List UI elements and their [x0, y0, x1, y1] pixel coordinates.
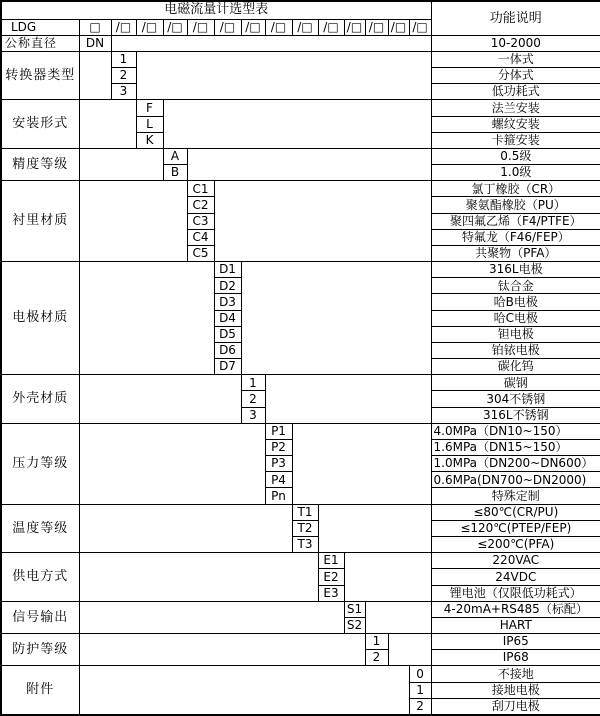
filler-cell	[292, 423, 431, 504]
code-cell: E3	[318, 585, 344, 601]
code-cell: C4	[187, 229, 214, 245]
function-cell: 316L不锈钢	[431, 407, 600, 423]
function-cell: 碳化钨	[431, 359, 600, 375]
function-cell: 共聚物（PFA）	[431, 245, 600, 261]
function-cell: 聚氨酯橡胶（PU）	[431, 197, 600, 213]
code-cell: C5	[187, 245, 214, 261]
function-cell: 锂电池（仅限低功耗式）	[431, 585, 600, 601]
model-slot: /□	[265, 19, 292, 35]
function-cell: 螺纹安装	[431, 116, 600, 132]
code-cell: P1	[265, 423, 292, 439]
function-cell: 不接地	[431, 666, 600, 682]
code-cell: D1	[214, 262, 241, 278]
code-cell: 1	[111, 51, 136, 67]
model-slot: /□	[111, 19, 136, 35]
code-cell: 2	[241, 391, 265, 407]
label-accessories: 附件	[1, 666, 79, 715]
function-cell: 卡箍安装	[431, 132, 600, 148]
code-cell: D4	[214, 310, 241, 326]
code-cell: T2	[292, 520, 318, 536]
function-cell: 特氟龙（F46/FEP）	[431, 229, 600, 245]
table-title: 电磁流量计选型表	[1, 1, 431, 19]
function-cell: IP68	[431, 650, 600, 666]
function-cell: 聚四氟乙烯（F4/PTFE）	[431, 213, 600, 229]
code-cell: 3	[111, 84, 136, 100]
filler-cell	[241, 262, 431, 375]
filler-cell	[163, 100, 431, 149]
label-housing-material: 外壳材质	[1, 375, 79, 424]
filler-cell	[79, 148, 163, 180]
code-cell: 1	[409, 682, 431, 698]
code-cell: B	[163, 165, 187, 181]
filler-cell	[365, 601, 431, 633]
function-cell: 钽电极	[431, 326, 600, 342]
function-cell: ≤120℃(PTEP/FEP)	[431, 520, 600, 536]
code-cell: 2	[111, 68, 136, 84]
function-cell: 24VDC	[431, 569, 600, 585]
code-cell: 1	[241, 375, 265, 391]
code-cell: P3	[265, 456, 292, 472]
label-temperature-rating: 温度等级	[1, 504, 79, 553]
code-cell: C1	[187, 181, 214, 197]
function-cell: 刮刀电极	[431, 698, 600, 715]
label-pressure-rating: 压力等级	[1, 423, 79, 504]
code-cell: D7	[214, 359, 241, 375]
function-cell: 一体式	[431, 51, 600, 67]
filler-cell	[265, 375, 431, 424]
code-cell: S1	[344, 601, 365, 617]
function-cell: ≤80℃(CR/PU)	[431, 504, 600, 520]
label-signal-output: 信号输出	[1, 601, 79, 633]
model-base-slot: □	[79, 19, 111, 35]
code-cell: 2	[365, 650, 388, 666]
code-cell: L	[136, 116, 163, 132]
model-slot: /□	[344, 19, 365, 35]
code-cell: P4	[265, 472, 292, 488]
filler-cell	[79, 601, 344, 633]
label-installation: 安装形式	[1, 100, 79, 149]
label-electrode-material: 电极材质	[1, 262, 79, 375]
model-slot: /□	[409, 19, 431, 35]
function-cell: 0.6MPa(DN700~DN2000)	[431, 472, 600, 488]
code-cell: D6	[214, 342, 241, 358]
filler-cell	[111, 35, 431, 51]
code-cell: C3	[187, 213, 214, 229]
function-cell: 分体式	[431, 68, 600, 84]
function-cell: 1.0级	[431, 165, 600, 181]
filler-cell	[79, 504, 292, 553]
function-cell: 哈B电极	[431, 294, 600, 310]
code-cell: T1	[292, 504, 318, 520]
function-cell: 钛合金	[431, 278, 600, 294]
model-prefix: LDG	[1, 19, 79, 35]
function-cell: IP65	[431, 634, 600, 650]
filler-cell	[79, 51, 111, 100]
code-cell: F	[136, 100, 163, 116]
code-cell: K	[136, 132, 163, 148]
code-cell: 1	[365, 634, 388, 650]
filler-cell	[318, 504, 431, 553]
function-cell: 哈C电极	[431, 310, 600, 326]
filler-cell	[79, 423, 265, 504]
code-cell: D3	[214, 294, 241, 310]
filler-cell	[79, 262, 214, 375]
code-cell: T3	[292, 537, 318, 553]
code-cell: Pn	[265, 488, 292, 504]
filler-cell	[136, 51, 431, 100]
function-cell: 1.0MPa（DN200~DN600）	[431, 456, 600, 472]
model-slot: /□	[318, 19, 344, 35]
label-lining-material: 衬里材质	[1, 181, 79, 262]
code-cell: 2	[409, 698, 431, 715]
function-cell: 4.0MPa（DN10~150）	[431, 423, 600, 439]
function-cell: 304不锈钢	[431, 391, 600, 407]
code-cell: A	[163, 148, 187, 164]
model-slot: /□	[365, 19, 388, 35]
filler-cell	[388, 634, 431, 666]
filler-cell	[79, 100, 136, 149]
function-cell: 低功耗式	[431, 84, 600, 100]
function-column-header: 功能说明	[431, 1, 600, 35]
label-diameter: 公称直径	[1, 35, 79, 51]
code-cell: P2	[265, 439, 292, 455]
code-cell: 3	[241, 407, 265, 423]
model-slot: /□	[388, 19, 409, 35]
filler-cell	[214, 181, 431, 262]
function-cell: 铂铱电极	[431, 342, 600, 358]
function-cell: 碳钢	[431, 375, 600, 391]
filler-cell	[79, 375, 241, 424]
code-cell: S2	[344, 617, 365, 633]
label-power-supply: 供电方式	[1, 553, 79, 602]
function-cell: 接地电极	[431, 682, 600, 698]
label-accuracy: 精度等级	[1, 148, 79, 180]
code-cell: D2	[214, 278, 241, 294]
filler-cell	[79, 634, 365, 666]
filler-cell	[344, 553, 431, 602]
function-cell: 0.5级	[431, 148, 600, 164]
model-slot: /□	[136, 19, 163, 35]
code-cell: D5	[214, 326, 241, 342]
filler-cell	[187, 148, 431, 180]
model-slot: /□	[214, 19, 241, 35]
function-cell: 4-20mA+RS485（标配）	[431, 601, 600, 617]
model-slot: /□	[241, 19, 265, 35]
function-cell: 10-2000	[431, 35, 600, 51]
label-converter-type: 转换器类型	[1, 51, 79, 100]
function-cell: 316L电极	[431, 262, 600, 278]
model-slot: /□	[292, 19, 318, 35]
function-cell: 氯丁橡胶（CR）	[431, 181, 600, 197]
code-cell: 0	[409, 666, 431, 682]
function-cell: 1.6MPa（DN15~150）	[431, 439, 600, 455]
filler-cell	[79, 553, 318, 602]
code-cell: E2	[318, 569, 344, 585]
function-cell: ≤200℃(PFA)	[431, 537, 600, 553]
model-slot: /□	[187, 19, 214, 35]
function-cell: 法兰安装	[431, 100, 600, 116]
label-protection-rating: 防护等级	[1, 634, 79, 666]
filler-cell	[79, 666, 409, 715]
model-slot: /□	[163, 19, 187, 35]
function-cell: 特殊定制	[431, 488, 600, 504]
code-cell: C2	[187, 197, 214, 213]
code-cell: E1	[318, 553, 344, 569]
function-cell: HART	[431, 617, 600, 633]
function-cell: 220VAC	[431, 553, 600, 569]
filler-cell	[79, 181, 187, 262]
code-cell: DN	[79, 35, 111, 51]
